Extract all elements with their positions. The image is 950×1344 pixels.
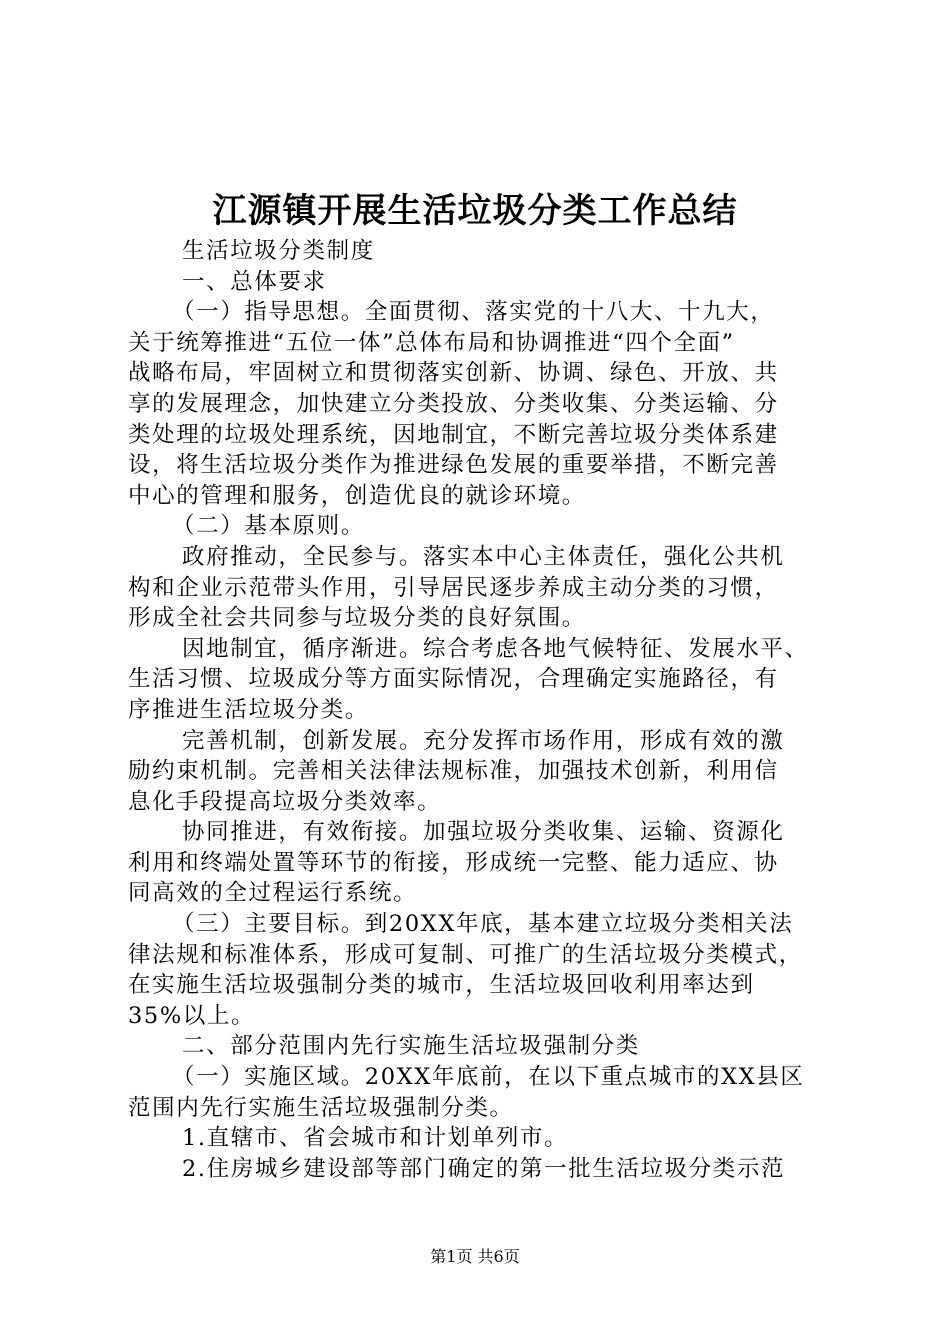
paragraph-line: 完善机制，创新发展。充分发挥市场作用，形成有效的激 [182,727,785,754]
paragraph-line: 利用和终端处置等环节的衔接，形成统一完整、能力适应、协 [128,849,779,876]
paragraph-line: 因地制宜，循序渐进。综合考虑各地气候特征、发展水平、 [182,635,809,662]
paragraph-line: 协同推进，有效衔接。加强垃圾分类收集、运输、资源化 [182,819,785,846]
paragraph-line: 享的发展理念，加快建立分类投放、分类收集、分类运输、分 [128,390,779,417]
section-heading: 一、总体要求 [182,268,327,295]
section-heading: （二）基本原则。 [172,513,365,540]
paragraph-line: 息化手段提高垃圾分类效率。 [128,788,442,815]
paragraph-line: 生活习惯、垃圾成分等方面实际情况，合理确定实施路径，有 [128,666,779,693]
paragraph-line: 构和企业示范带头作用，引导居民逐步养成主动分类的习惯， [128,574,779,601]
paragraph-line: 政府推动，全民参与。落实本中心主体责任，强化公共机 [182,543,785,570]
section-heading: 生活垃圾分类制度 [182,238,375,264]
paragraph-line: 在实施生活垃圾强制分类的城市，生活垃圾回收利用率达到 [128,972,755,999]
page-footer: 第1页 共6页 [430,1247,520,1266]
document-title: 江源镇开展生活垃圾分类工作总结 [212,191,738,231]
paragraph-line: 序推进生活垃圾分类。 [128,696,370,723]
paragraph-line: （一）实施区域。20XX年底前，在以下重点城市的XX县区 [172,1064,805,1091]
list-item: 2.住房城乡建设部等部门确定的第一批生活垃圾分类示范 [182,1155,786,1182]
paragraph-line: 关于统筹推进“五位一体”总体布局和协调推进“四个全面” [128,329,735,356]
paragraph-line: 励约束机制。完善相关法律法规标准，加强技术创新，利用信 [128,758,779,785]
paragraph-line: 同高效的全过程运行系统。 [128,880,418,907]
paragraph-line: 中心的管理和服务，创造优良的就诊环境。 [128,482,586,509]
paragraph-line: 类处理的垃圾处理系统，因地制宜，不断完善垃圾分类体系建 [128,421,779,448]
paragraph-line: 形成全社会共同参与垃圾分类的良好氛围。 [128,605,586,632]
paragraph-line: （一）指导思想。全面贯彻、落实党的十八大、十九大， [172,299,775,326]
paragraph-line: 设，将生活垃圾分类作为推进绿色发展的重要举措，不断完善 [128,452,779,479]
paragraph-line: 35%以上。 [128,1002,256,1029]
list-item: 1.直辖市、省会城市和计划单列市。 [182,1125,569,1152]
paragraph-line: （三）主要目标。到20XX年底，基本建立垃圾分类相关法 [172,911,794,938]
document-body [128,236,834,1184]
paragraph-line: 战略布局，牢固树立和贯彻落实创新、协调、绿色、开放、共 [128,360,779,387]
paragraph-line: 范围内先行实施生活垃圾强制分类。 [128,1094,514,1121]
paragraph-line: 律法规和标准体系，形成可复制、可推广的生活垃圾分类模式， [128,941,803,968]
section-heading: 二、部分范围内先行实施生活垃圾强制分类 [182,1033,640,1060]
